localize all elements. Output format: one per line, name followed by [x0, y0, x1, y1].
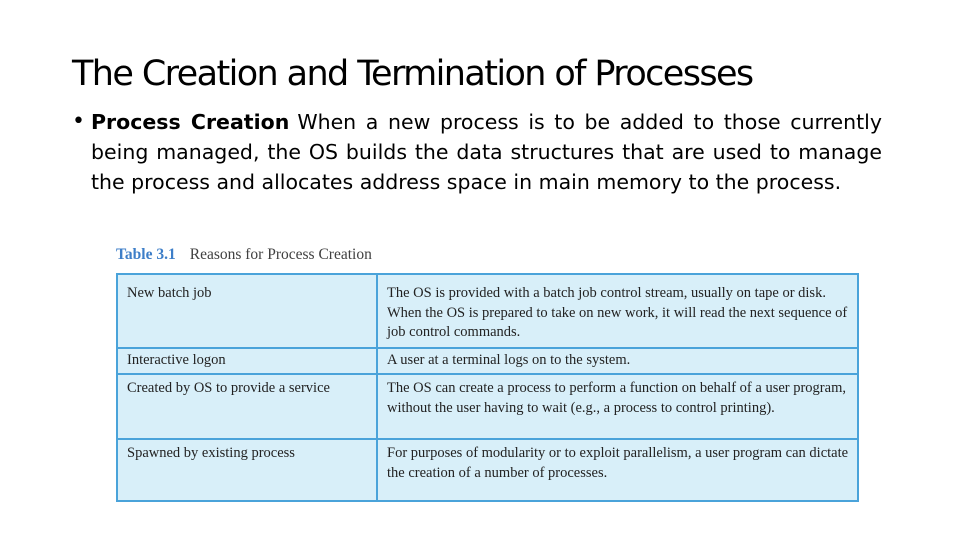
description-cell: A user at a terminal logs on to the system.	[377, 348, 858, 375]
table-number: Table 3.1	[116, 246, 176, 263]
table-row	[117, 274, 858, 348]
description-cell: The OS is provided with a batch job control stream, usually on tape or disk. When the OS is prepared to take on new work, it will read the next sequence of job control commands.	[377, 274, 858, 348]
reason-cell: Interactive logon	[117, 348, 377, 375]
reason-cell: Created by OS to provide a service	[117, 374, 377, 439]
description-cell: For purposes of modularity or to exploit parallelism, a user program can dictate the creation of a number of processes.	[377, 439, 858, 501]
reasons-table	[116, 273, 859, 502]
table-caption	[116, 246, 372, 264]
table-row	[117, 348, 858, 375]
bullet-dot-icon: •	[72, 109, 85, 134]
bullet-lead: Process Creation	[91, 110, 290, 134]
slide-title: The Creation and Termination of Processes	[72, 54, 753, 94]
reason-cell: New batch job	[117, 274, 377, 348]
table-row	[117, 439, 858, 501]
table-row	[117, 374, 858, 439]
reason-cell: Spawned by existing process	[117, 439, 377, 501]
table-title: Reasons for Process Creation	[189, 246, 372, 263]
bullet-text	[91, 107, 882, 197]
bullet-body: When a new process is to be added to those currently being managed, the OS builds the data structures that are used to manage the process and allocates address space in main memory to the process.	[91, 110, 882, 194]
description-cell: The OS can create a process to perform a function on behalf of a user program, without the user having to wait (e.g., a process to control printing).	[377, 374, 858, 439]
bullet-item	[72, 107, 882, 197]
